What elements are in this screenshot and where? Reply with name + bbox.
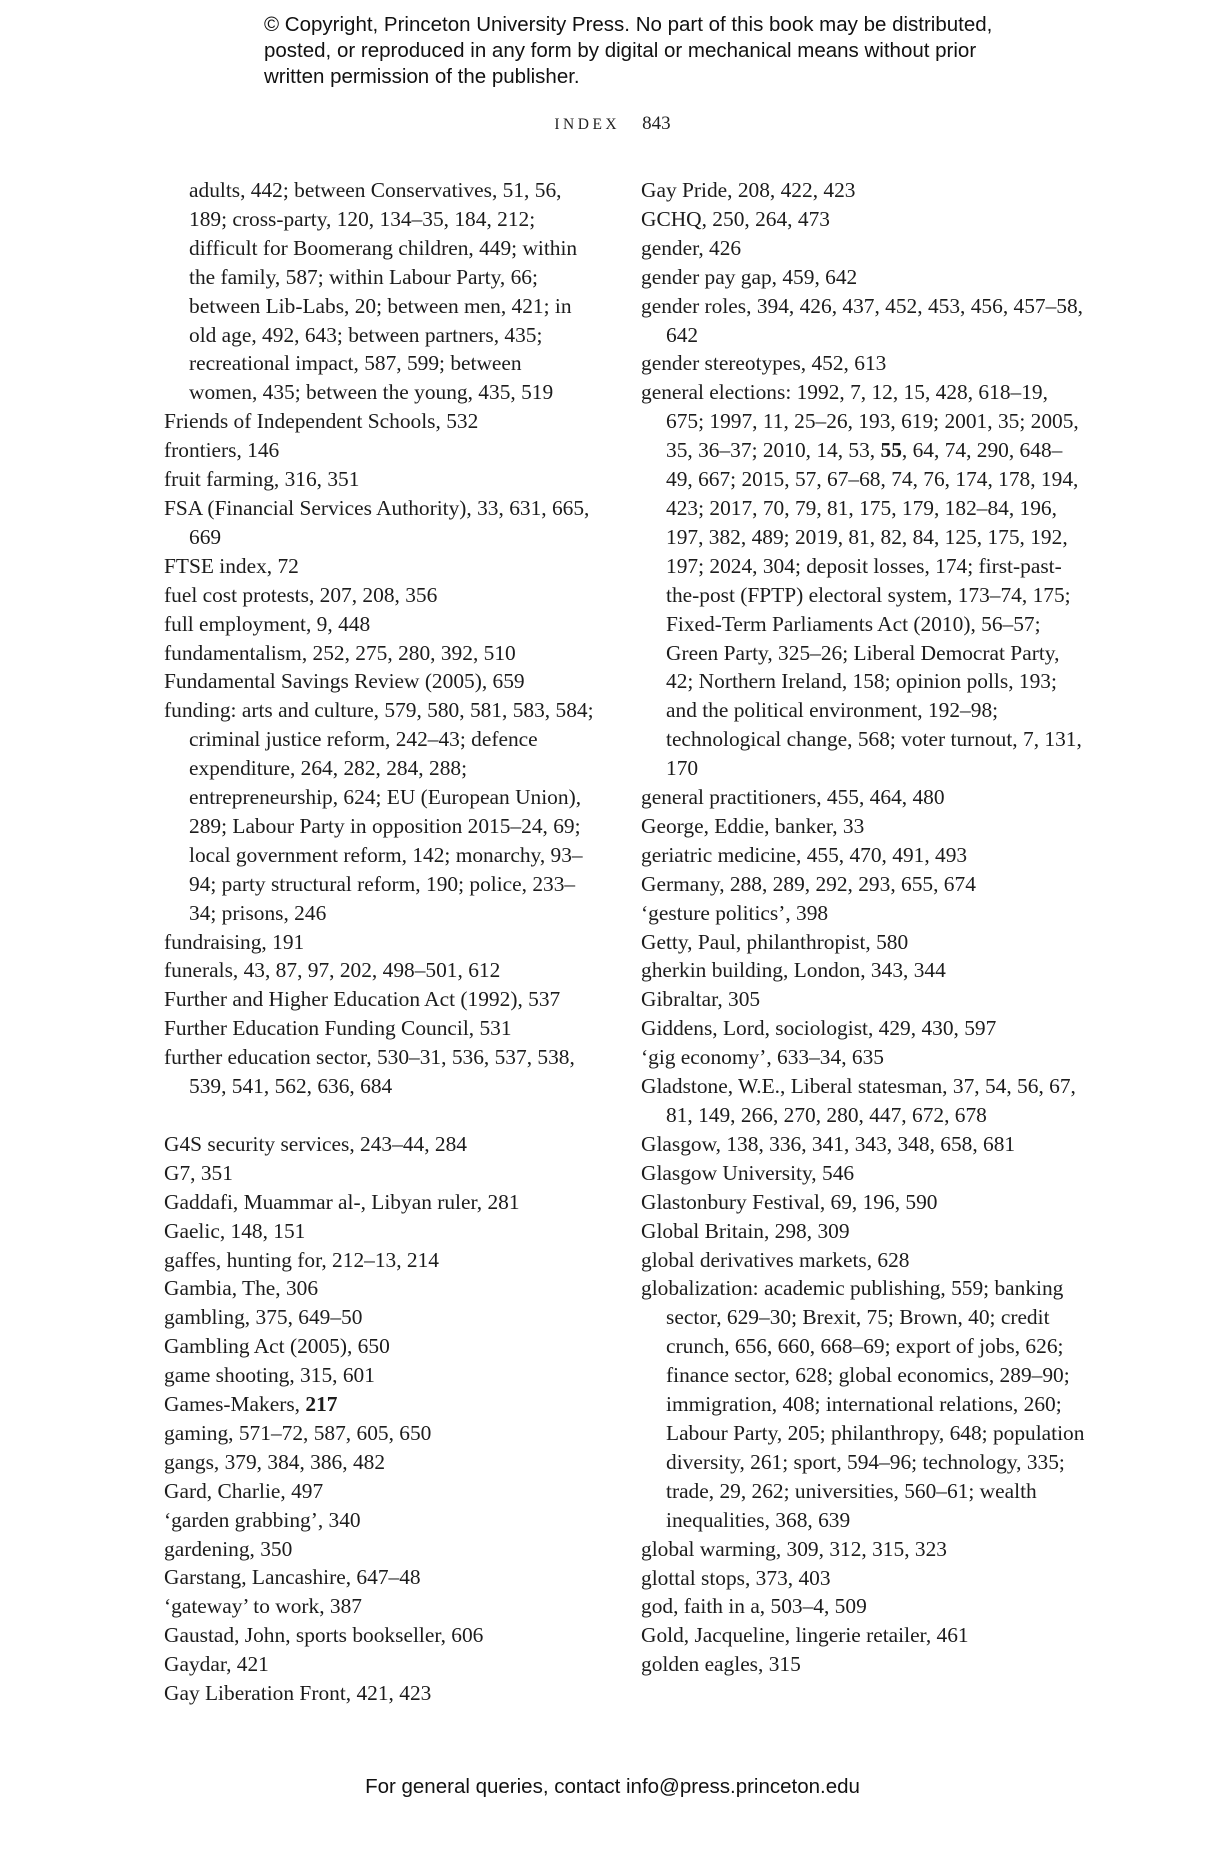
index-entry-text: Garstang, Lancashire, 647–48 — [164, 1565, 421, 1590]
index-entry — [641, 1159, 1086, 1188]
footer-contact: For general queries, contact info@press.princeton.edu — [365, 1775, 860, 1798]
index-entry — [164, 667, 594, 696]
index-entry-text: Glasgow, 138, 336, 341, 343, 348, 658, 681 — [641, 1131, 1016, 1156]
index-entry — [641, 349, 1086, 378]
index-entry-text: GCHQ, 250, 264, 473 — [641, 206, 830, 231]
index-entry — [641, 928, 1086, 957]
section-gap — [164, 1101, 594, 1130]
index-entry — [164, 494, 594, 552]
index-entry — [641, 263, 1086, 292]
index-entry — [164, 1563, 594, 1592]
index-entry-text: FSA (Financial Services Authority), 33, 631, 665, 669 — [164, 495, 590, 549]
index-entry — [641, 1621, 1086, 1650]
index-entry-text: fundamentalism, 252, 275, 280, 392, 510 — [164, 640, 516, 665]
index-entry-text-cont: , 64, 74, 290, 648–49, 667; 2015, 57, 67–68, 74, 76, 174, 178, 194, 423; 2017, 70, 79, 81, 175, 179, 182–84, 196, 197, 382, 489; 2019, 81, 82, 84, 125, 175, 192, 197; 2024, 304; deposit losses, 174; first-past-the-post (FPTP) electoral system, 173–74, 175; Fixed-Term Parliaments Act (2010), 56–57; Green Party, 325–26; Liberal Democrat Party, 42; Northern Ireland, 158; opinion polls, 193; and the political environment, 192–98; technological change, 568; voter turnout, 7, 131, 170 — [666, 438, 1082, 781]
index-entry-text: Gambia, The, 306 — [164, 1276, 319, 1301]
index-entry-text: Gibraltar, 305 — [641, 987, 761, 1012]
index-entry — [641, 1535, 1086, 1564]
index-entry-text: gender pay gap, 459, 642 — [641, 264, 858, 289]
index-entry — [164, 552, 594, 581]
index-entry — [164, 176, 594, 407]
index-entry — [164, 1043, 594, 1101]
index-entry-text: fruit farming, 316, 351 — [164, 467, 360, 492]
index-entry — [164, 1621, 594, 1650]
index-entry-text: Germany, 288, 289, 292, 293, 655, 674 — [641, 871, 976, 896]
index-entry — [641, 1014, 1086, 1043]
index-entry — [164, 1332, 594, 1361]
index-entry-text: Gay Pride, 208, 422, 423 — [641, 178, 856, 202]
index-entry-text: Further and Higher Education Act (1992), 537 — [164, 987, 561, 1012]
index-entry-text: further education sector, 530–31, 536, 537, 538, 539, 541, 562, 636, 684 — [164, 1045, 575, 1099]
index-entry-text: gaffes, hunting for, 212–13, 214 — [164, 1247, 440, 1272]
index-entry — [164, 1217, 594, 1246]
index-entry-text: Gaddafi, Muammar al-, Libyan ruler, 281 — [164, 1189, 520, 1214]
index-entry — [641, 1130, 1086, 1159]
index-entry — [641, 870, 1086, 899]
index-entry — [641, 1043, 1086, 1072]
index-entry — [164, 1361, 594, 1390]
index-entry-text: fuel cost protests, 207, 208, 356 — [164, 582, 438, 607]
index-entry-text: gangs, 379, 384, 386, 482 — [164, 1449, 386, 1474]
index-entry — [164, 696, 594, 927]
index-entry-text: funding: arts and culture, 579, 580, 581, 583, 584; criminal justice reform, 242–43; defence expenditure, 264, 282, 284, 288; entrepreneurship, 624; EU (European Union), 289; Labour Party in opposition 2015–24, 69; local government reform, 142; monarchy, 93–94; party structural reform, 190; police, 233–34; prisons, 246 — [164, 698, 594, 925]
index-entry-text: Gay Liberation Front, 421, 423 — [164, 1681, 432, 1706]
index-entry-text: gender stereotypes, 452, 613 — [641, 351, 887, 376]
index-entry-text: game shooting, 315, 601 — [164, 1363, 375, 1388]
index-entry-text: Gold, Jacqueline, lingerie retailer, 461 — [641, 1623, 969, 1648]
index-entry — [164, 1477, 594, 1506]
index-entry — [164, 985, 594, 1014]
index-entry — [641, 1188, 1086, 1217]
index-entry-text: Fundamental Savings Review (2005), 659 — [164, 669, 525, 694]
index-entry-text: Glasgow University, 546 — [641, 1160, 855, 1185]
index-entry-text: fundraising, 191 — [164, 929, 305, 954]
page-number: 843 — [642, 113, 671, 134]
index-entry — [164, 1390, 594, 1419]
index-entry-text: Games-Makers, — [164, 1392, 306, 1417]
index-column-left — [164, 176, 594, 1708]
index-entry — [164, 1274, 594, 1303]
index-column-right — [641, 176, 1086, 1679]
index-entry-text: ‘garden grabbing’, 340 — [164, 1507, 361, 1532]
index-entry — [164, 956, 594, 985]
index-entry-text: Gambling Act (2005), 650 — [164, 1334, 390, 1359]
index-entry-text: Gard, Charlie, 497 — [164, 1478, 324, 1503]
index-entry — [164, 928, 594, 957]
index-entry — [164, 1448, 594, 1477]
running-head — [0, 113, 1225, 135]
index-entry — [641, 812, 1086, 841]
index-entry — [164, 581, 594, 610]
index-entry-text: glottal stops, 373, 403 — [641, 1565, 831, 1590]
index-entry-text: Gaydar, 421 — [164, 1652, 269, 1677]
index-entry — [164, 1303, 594, 1332]
index-entry — [164, 436, 594, 465]
index-entry — [164, 465, 594, 494]
index-entry — [164, 1159, 594, 1188]
index-entry-text: general elections: 1992, 7, 12, 15, 428, 618–19, 675; 1997, 11, 25–26, 193, 619; 2001, 35; 2005, 35, 36–37; 2010, 14, 53, — [641, 380, 1079, 463]
index-entry-text: global derivatives markets, 628 — [641, 1247, 910, 1272]
index-entry-text: Glastonbury Festival, 69, 196, 590 — [641, 1189, 938, 1214]
index-entry — [641, 234, 1086, 263]
index-entry-text: G4S security services, 243–44, 284 — [164, 1131, 467, 1156]
index-entry — [641, 1564, 1086, 1593]
index-entry-text: global warming, 309, 312, 315, 323 — [641, 1536, 947, 1561]
index-entry-text: ‘gesture politics’, 398 — [641, 900, 829, 925]
index-entry — [164, 1535, 594, 1564]
index-entry — [164, 407, 594, 436]
index-entry — [641, 899, 1086, 928]
index-entry — [164, 1246, 594, 1275]
index-entry — [641, 956, 1086, 985]
index-entry — [641, 1592, 1086, 1621]
index-entry-text: Further Education Funding Council, 531 — [164, 1016, 512, 1041]
index-entry — [641, 783, 1086, 812]
index-entry-text: FTSE index, 72 — [164, 553, 299, 578]
index-entry — [164, 1188, 594, 1217]
index-entry-text: Gaustad, John, sports bookseller, 606 — [164, 1623, 484, 1648]
index-entry — [641, 985, 1086, 1014]
index-entry-bold-page: 55 — [880, 438, 902, 463]
index-entry — [641, 1246, 1086, 1275]
index-entry-text: gender roles, 394, 426, 437, 452, 453, 456, 457–58, 642 — [641, 293, 1084, 347]
index-entry — [164, 1014, 594, 1043]
index-entry-text: golden eagles, 315 — [641, 1652, 801, 1677]
index-entry-text: G7, 351 — [164, 1160, 233, 1185]
index-entry-text: gherkin building, London, 343, 344 — [641, 958, 946, 983]
index-entry — [641, 1072, 1086, 1130]
index-entry — [164, 639, 594, 668]
index-entry — [164, 1679, 594, 1708]
index-entry-text: Giddens, Lord, sociologist, 429, 430, 597 — [641, 1016, 997, 1041]
index-entry — [164, 610, 594, 639]
index-entry-text: gambling, 375, 649–50 — [164, 1305, 363, 1330]
index-entry — [641, 841, 1086, 870]
index-entry-text: Global Britain, 298, 309 — [641, 1218, 850, 1243]
index-entry-text: ‘gateway’ to work, 387 — [164, 1594, 362, 1619]
index-entry — [164, 1419, 594, 1448]
index-entry-text: globalization: academic publishing, 559; banking sector, 629–30; Brexit, 75; Brown, 40; credit crunch, 656, 660, 668–69; export of jobs, 626; finance sector, 628; global economics, 289–90; immigration, 408; international relations, 260; Labour Party, 205; philanthropy, 648; population diversity, 261; sport, 594–96; technology, 335; trade, 29, 262; universities, 560–61; wealth inequalities, 368, 639 — [641, 1276, 1085, 1532]
index-entry-text: gender, 426 — [641, 235, 742, 260]
index-entry-text: funerals, 43, 87, 97, 202, 498–501, 612 — [164, 958, 501, 983]
index-entry-text: Gladstone, W.E., Liberal statesman, 37, 54, 56, 67, 81, 149, 266, 270, 280, 447, 672, 678 — [641, 1074, 1076, 1127]
index-entry-bold-page: 217 — [305, 1392, 338, 1417]
index-entry-text: god, faith in a, 503–4, 509 — [641, 1594, 867, 1619]
index-entry-text: full employment, 9, 448 — [164, 611, 371, 636]
index-entry — [164, 1650, 594, 1679]
index-entry — [641, 1217, 1086, 1246]
index-entry-text: geriatric medicine, 455, 470, 491, 493 — [641, 842, 968, 867]
index-entry — [641, 1650, 1086, 1679]
index-entry-text: gardening, 350 — [164, 1536, 293, 1561]
index-entry-text: frontiers, 146 — [164, 438, 280, 463]
index-entry-text: adults, 442; between Conservatives, 51, 56, 189; cross-party, 120, 134–35, 184, 212; difficult for Boomerang children, 449; within the family, 587; within Labour Party, 66; between Lib-Labs, 20; between men, 421; in old age, 492, 643; between partners, 435; recreational impact, 587, 599; between women, 435; between the young, 435, 519 — [189, 178, 578, 405]
index-entry — [164, 1592, 594, 1621]
index-entry-text: George, Eddie, banker, 33 — [641, 813, 865, 838]
index-entry-text: gaming, 571–72, 587, 605, 650 — [164, 1420, 432, 1445]
index-entry-text: general practitioners, 455, 464, 480 — [641, 785, 945, 810]
index-entry — [641, 1274, 1086, 1534]
index-entry — [641, 378, 1086, 783]
index-entry — [164, 1506, 594, 1535]
index-entry — [641, 292, 1086, 350]
index-entry — [641, 205, 1086, 234]
running-head-label: INDEX — [554, 116, 621, 133]
index-entry-text: ‘gig economy’, 633–34, 635 — [641, 1045, 884, 1070]
index-entry-text: Getty, Paul, philanthropist, 580 — [641, 929, 909, 954]
index-entry — [164, 1130, 594, 1159]
index-entry-text: Friends of Independent Schools, 532 — [164, 409, 479, 434]
index-entry-text: Gaelic, 148, 151 — [164, 1218, 306, 1243]
copyright-notice: © Copyright, Princeton University Press. No part of this book may be distributed, posted, or reproduced in any form by digital or mechanical means without prior written permission of the publisher. — [264, 13, 993, 88]
index-entry — [641, 176, 1086, 205]
